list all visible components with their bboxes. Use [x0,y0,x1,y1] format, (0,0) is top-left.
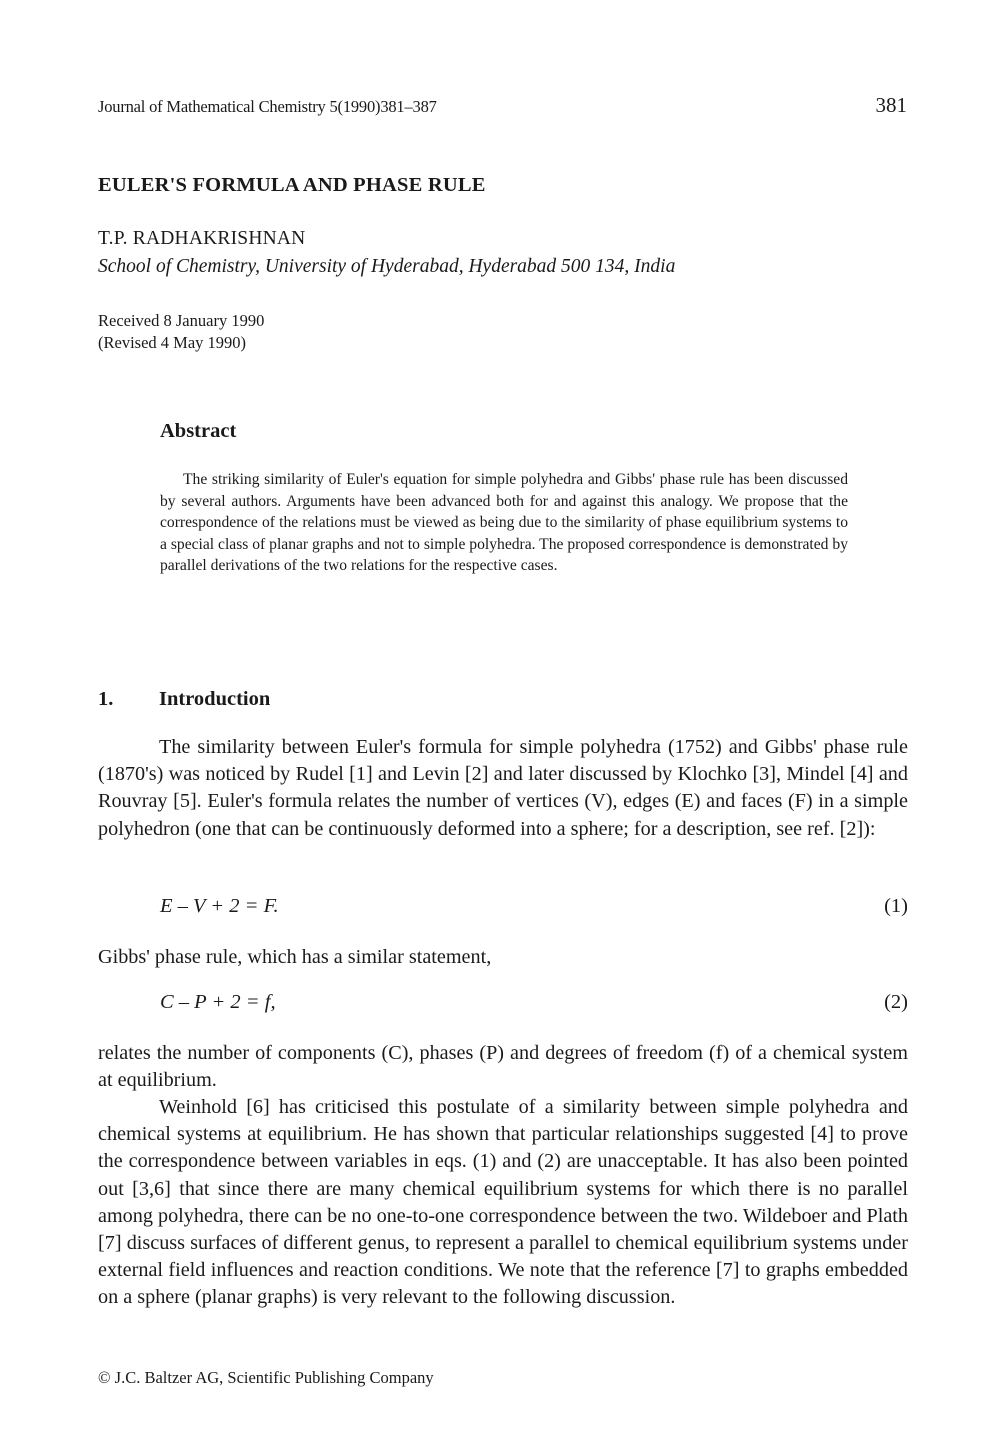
author-affiliation: School of Chemistry, University of Hyderabad, Hyderabad 500 134, India [98,256,676,277]
equation-1: E – V + 2 = F. [160,895,279,917]
paragraph-2: Gibbs' phase rule, which has a similar statement, [98,946,492,968]
received-dates [98,310,264,354]
equation-2-number: (2) [884,991,908,1013]
section-title: Introduction [159,688,271,710]
abstract-text: The striking similarity of Euler's equation for simple polyhedra and Gibbs' phase rule has been discussed by several authors. Arguments have been advanced both for and against this analogy. We propose that the correspondence of the relations must be viewed as being due to the similarity of phase equilibrium systems to a special class of planar graphs and not to simple polyhedra. The proposed correspondence is demonstrated by parallel derivations of the two relations for the respective cases. [160,471,848,575]
received-date: Received 8 January 1990 [98,311,265,330]
abstract-heading: Abstract [160,420,237,442]
author-name: T.P. RADHAKRISHNAN [98,228,306,249]
paragraph-4: Weinhold [6] has criticised this postulate of a similarity between simple polyhedra and chemical systems at equilibrium. He has shown that particular relationships suggested [4] to prove the correspondence between variables in eqs. (1) and (2) are unacceptable. It has also been pointed out [3,6] that since there are many chemical equilibrium systems for which there is no parallel among polyhedra, there can be no one-to-one correspondence between the two. Wildeboer and Plath [7] discuss surfaces of different genus, to represent a parallel to chemical equilibrium systems under external field influences and reaction conditions. We note that the reference [7] to graphs embedded on a sphere (planar graphs) is very relevant to the following discussion. [98,1096,908,1309]
section-number: 1. [98,688,114,710]
article-title: EULER'S FORMULA AND PHASE RULE [98,174,486,196]
equation-2: C – P + 2 = f, [160,991,276,1013]
paragraph-1: The similarity between Euler's formula for simple polyhedra (1752) and Gibbs' phase rule (1870's) was noticed by Rudel [1] and Levin [2] and later discussed by Klochko [3], Mindel [4] and Rouvray [5]. Euler's formula relates the number of vertices (V), edges (E) and faces (F) in a simple polyhedron (one that can be continuously deformed into a sphere; for a description, see ref. [2]): [98,736,908,840]
paragraph-3: relates the number of components (C), phases (P) and degrees of freedom (f) of a chemical system at equilibrium. [98,1042,908,1092]
revised-date: (Revised 4 May 1990) [98,333,247,352]
page-number: 381 [875,93,907,117]
running-head: Journal of Mathematical Chemistry 5(1990)381–387 [98,97,437,116]
section-heading [98,688,270,711]
equation-1-number: (1) [884,895,908,917]
copyright-footer: © J.C. Baltzer AG, Scientific Publishing Company [98,1368,434,1387]
